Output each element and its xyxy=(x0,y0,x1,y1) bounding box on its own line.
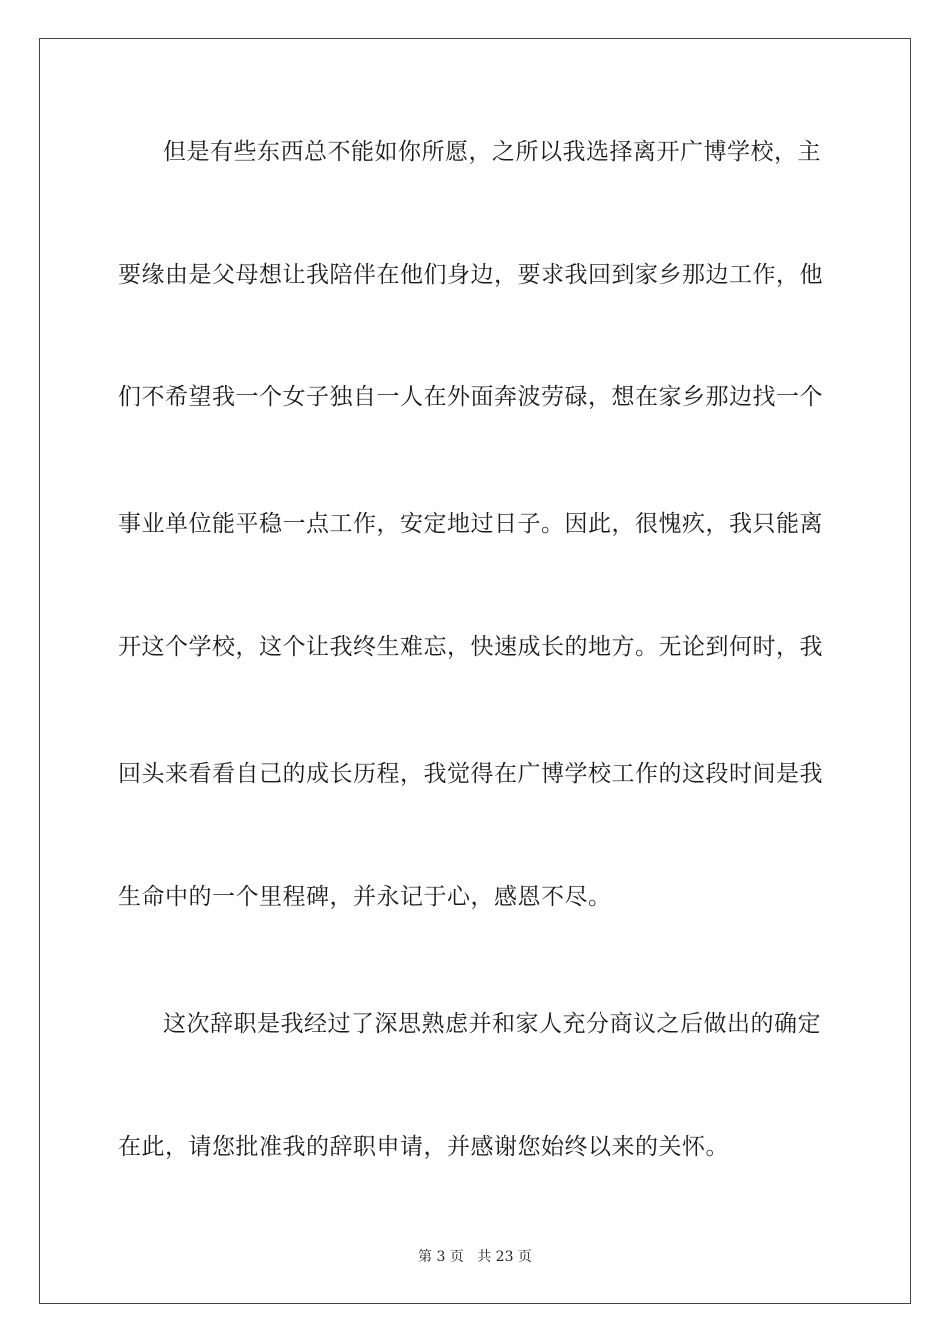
paragraph-line-9: 在此，请您批准我的辞职申请，并感谢您始终以来的关怀。 xyxy=(118,1134,729,1160)
paragraph-line-6: 回头来看看自己的成长历程，我觉得在广博学校工作的这段时间是我 xyxy=(118,761,823,787)
paragraph-line-7: 生命中的一个里程碑，并永记于心，感恩不尽。 xyxy=(118,884,612,910)
paragraph-line-5: 开这个学校，这个让我终生难忘，快速成长的地方。无论到何时，我 xyxy=(118,634,823,660)
page-number: 第 3 页 xyxy=(418,1249,464,1265)
paragraph-line-3: 们不希望我一个女子独自一人在外面奔波劳碌，想在家乡那边找一个 xyxy=(118,384,823,410)
page-footer xyxy=(0,1248,950,1266)
page-total: 共 23 页 xyxy=(477,1249,532,1265)
paragraph-line-1: 但是有些东西总不能如你所愿，之所以我选择离开广博学校，主 xyxy=(163,139,821,165)
page-border xyxy=(39,38,911,1304)
paragraph-line-2: 要缘由是父母想让我陪伴在他们身边，要求我回到家乡那边工作，他 xyxy=(118,262,823,288)
paragraph-line-4: 事业单位能平稳一点工作，安定地过日子。因此，很愧疚，我只能离 xyxy=(118,511,823,537)
paragraph-line-8: 这次辞职是我经过了深思熟虑并和家人充分商议之后做出的确定 xyxy=(163,1011,821,1037)
